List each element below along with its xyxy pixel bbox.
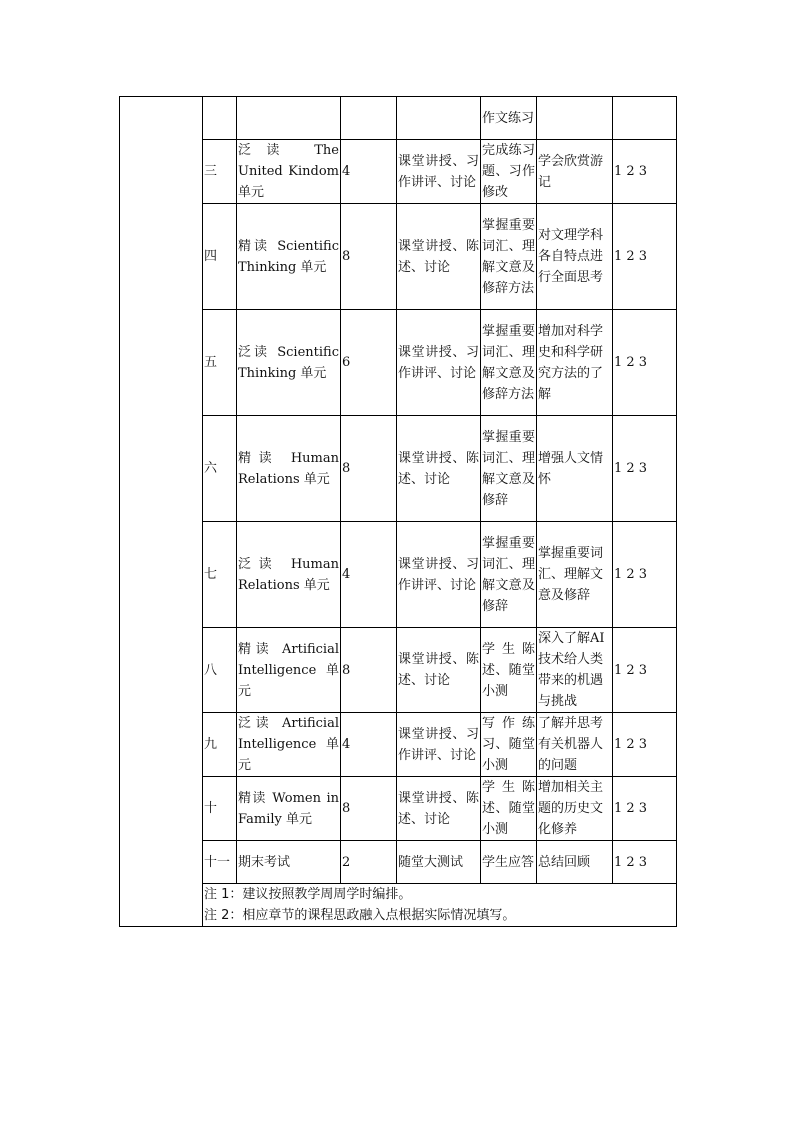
note-1: 注 1：建议按照教学周周学时编排。 xyxy=(204,887,412,902)
method-cell: 课堂讲授、陈述、讨论 xyxy=(397,777,481,841)
notes-row xyxy=(120,884,677,927)
seq-cell: 三 xyxy=(203,140,237,204)
content-cell: 泛读 The United Kindom 单元 xyxy=(237,140,341,204)
level-cell xyxy=(613,97,677,140)
goal-cell xyxy=(537,97,613,140)
hours-cell: 8 xyxy=(341,416,397,522)
goal-cell: 深入了解AI技术给人类带来的机遇与挑战 xyxy=(537,628,613,713)
table-row xyxy=(120,522,677,628)
goal-cell: 了解并思考有关机器人的问题 xyxy=(537,713,613,777)
table-row xyxy=(120,713,677,777)
requirement-cell: 掌握重要词汇、理解文意及修辞 xyxy=(481,416,537,522)
hours-cell: 4 xyxy=(341,713,397,777)
left-blank-column xyxy=(120,97,203,927)
content-cell: 精读 Women in Family 单元 xyxy=(237,777,341,841)
requirement-cell: 完成练习题、习作修改 xyxy=(481,140,537,204)
table-row xyxy=(120,841,677,884)
level-cell: 1 2 3 xyxy=(613,416,677,522)
content-cell: 精读 Scientific Thinking 单元 xyxy=(237,204,341,310)
table-row xyxy=(120,204,677,310)
goal-cell: 总结回顾 xyxy=(537,841,613,884)
hours-cell: 6 xyxy=(341,310,397,416)
goal-cell: 掌握重要词汇、理解文意及修辞 xyxy=(537,522,613,628)
hours-cell: 4 xyxy=(341,140,397,204)
level-cell: 1 2 3 xyxy=(613,713,677,777)
requirement-cell: 掌握重要词汇、理解文意及修辞方法 xyxy=(481,310,537,416)
requirement-cell: 写作练习、随堂小测 xyxy=(481,713,537,777)
requirement-cell: 作文练习 xyxy=(481,97,537,140)
requirement-cell: 学生应答 xyxy=(481,841,537,884)
hours-cell: 8 xyxy=(341,628,397,713)
content-cell: 期末考试 xyxy=(237,841,341,884)
requirement-cell: 学生陈述、随堂小测 xyxy=(481,628,537,713)
table-row xyxy=(120,777,677,841)
level-cell: 1 2 3 xyxy=(613,204,677,310)
seq-cell: 五 xyxy=(203,310,237,416)
method-cell: 课堂讲授、习作讲评、讨论 xyxy=(397,310,481,416)
table-row xyxy=(120,416,677,522)
content-cell: 精读 Human Relations 单元 xyxy=(237,416,341,522)
seq-cell: 九 xyxy=(203,713,237,777)
hours-cell: 4 xyxy=(341,522,397,628)
level-cell: 1 2 3 xyxy=(613,310,677,416)
content-cell: 泛读 Scientific Thinking 单元 xyxy=(237,310,341,416)
goal-cell: 增加对科学史和科学研究方法的了解 xyxy=(537,310,613,416)
method-cell: 课堂讲授、陈述、讨论 xyxy=(397,628,481,713)
seq-cell: 八 xyxy=(203,628,237,713)
table-row xyxy=(120,628,677,713)
table-row xyxy=(120,140,677,204)
content-cell xyxy=(237,97,341,140)
table-row xyxy=(120,310,677,416)
content-cell: 泛读 Artificial Intelligence 单元 xyxy=(237,713,341,777)
level-cell: 1 2 3 xyxy=(613,841,677,884)
note-2: 注 2：相应章节的课程思政融入点根据实际情况填写。 xyxy=(204,908,516,923)
requirement-cell: 学生陈述、随堂小测 xyxy=(481,777,537,841)
method-cell: 课堂讲授、习作讲评、讨论 xyxy=(397,522,481,628)
content-cell: 泛读 Human Relations 单元 xyxy=(237,522,341,628)
level-cell: 1 2 3 xyxy=(613,522,677,628)
hours-cell xyxy=(341,97,397,140)
seq-cell: 四 xyxy=(203,204,237,310)
method-cell: 课堂讲授、习作讲评、讨论 xyxy=(397,140,481,204)
seq-cell: 六 xyxy=(203,416,237,522)
syllabus-table xyxy=(119,96,677,927)
requirement-cell: 掌握重要词汇、理解文意及修辞方法 xyxy=(481,204,537,310)
hours-cell: 8 xyxy=(341,777,397,841)
hours-cell: 8 xyxy=(341,204,397,310)
level-cell: 1 2 3 xyxy=(613,777,677,841)
level-cell: 1 2 3 xyxy=(613,140,677,204)
hours-cell: 2 xyxy=(341,841,397,884)
method-cell: 课堂讲授、习作讲评、讨论 xyxy=(397,713,481,777)
seq-cell: 十一 xyxy=(203,841,237,884)
level-cell: 1 2 3 xyxy=(613,628,677,713)
method-cell: 课堂讲授、陈述、讨论 xyxy=(397,416,481,522)
seq-cell: 十 xyxy=(203,777,237,841)
seq-cell xyxy=(203,97,237,140)
method-cell xyxy=(397,97,481,140)
goal-cell: 增强人文情怀 xyxy=(537,416,613,522)
goal-cell: 学会欣赏游记 xyxy=(537,140,613,204)
requirement-cell: 掌握重要词汇、理解文意及修辞 xyxy=(481,522,537,628)
method-cell: 随堂大测试 xyxy=(397,841,481,884)
method-cell: 课堂讲授、陈述、讨论 xyxy=(397,204,481,310)
content-cell: 精读 Artificial Intelligence 单元 xyxy=(237,628,341,713)
goal-cell: 增加相关主题的历史文化修养 xyxy=(537,777,613,841)
notes-cell xyxy=(203,884,677,927)
table-row xyxy=(120,97,677,140)
goal-cell: 对文理学科各自特点进行全面思考 xyxy=(537,204,613,310)
seq-cell: 七 xyxy=(203,522,237,628)
